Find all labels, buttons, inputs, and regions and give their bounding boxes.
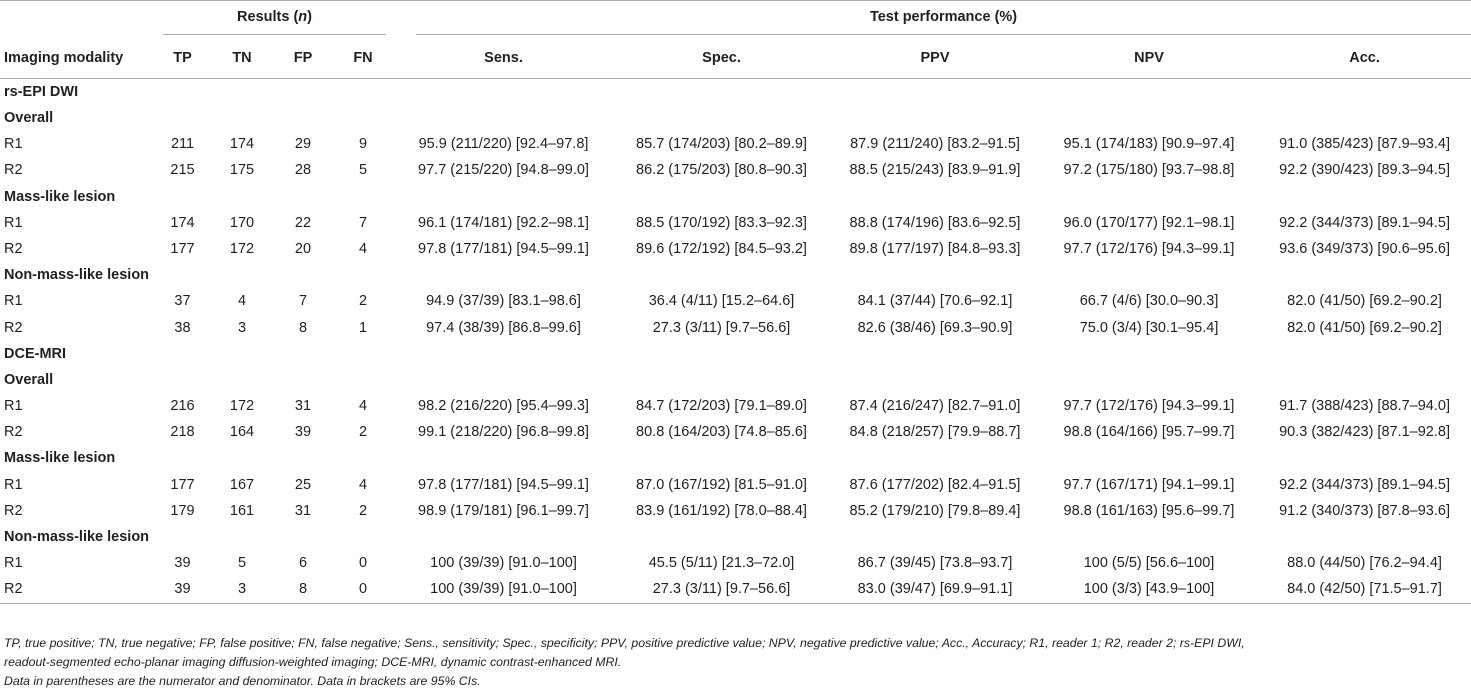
value-cell: 93.6 (349/373) [90.6–95.6] (1279, 241, 1450, 258)
value-cell: 96.1 (174/181) [92.2–98.1] (418, 214, 589, 231)
value-cell: 84.7 (172/203) [79.1–89.0] (636, 397, 807, 414)
column-header-acc: Acc. (1258, 39, 1471, 79)
value-cell: 80.8 (164/203) [74.8–85.6] (636, 424, 807, 441)
value-cell: 88.0 (44/50) [76.2–94.4] (1287, 555, 1442, 572)
value-cell: 28 (294, 162, 312, 179)
value-cell: 31 (294, 502, 312, 519)
value-cell: 87.0 (167/192) [81.5–91.0] (636, 476, 807, 493)
column-header-tp: TP (155, 39, 210, 79)
subgroup-row (0, 524, 1471, 550)
value-cell: 4 (358, 476, 368, 493)
value-cell: 100 (39/39) [91.0–100] (394, 576, 613, 603)
value-cell: 92.2 (344/373) [89.1–94.5] (1279, 214, 1450, 231)
table-footnotes (4, 634, 1464, 691)
subgroup-title: Mass-like lesion (4, 188, 116, 205)
reader-cell: R1 (4, 214, 23, 231)
value-cell: 91.2 (340/373) [87.8–93.6] (1279, 502, 1450, 519)
value-cell: 98.9 (179/181) [96.1–99.7] (418, 502, 589, 519)
value-cell: 97.8 (177/181) [94.5–99.1] (418, 241, 589, 258)
column-header-fn: FN (332, 39, 394, 79)
value-cell: 4 (358, 241, 368, 258)
column-header-modality: Imaging modality (0, 39, 155, 79)
value-cell: 22 (294, 214, 312, 231)
results-group-label (163, 9, 386, 35)
column-header-row (0, 39, 1471, 79)
value-cell: 87.9 (211/240) [83.2–91.5] (850, 136, 1020, 153)
value-cell: 179 (170, 502, 195, 519)
performance-group-header (394, 1, 1471, 39)
value-cell: 177 (170, 476, 195, 493)
value-cell: 6 (298, 555, 308, 572)
value-cell: 97.7 (167/171) [94.1–99.1] (1063, 476, 1235, 493)
value-cell: 98.2 (216/220) [95.4–99.3] (418, 397, 589, 414)
value-cell: 5 (358, 162, 368, 179)
value-cell: 174 (170, 214, 195, 231)
subgroup-row (0, 105, 1471, 131)
value-cell: 29 (294, 136, 312, 153)
value-cell: 97.7 (172/176) [94.3–99.1] (1063, 397, 1235, 414)
value-cell: 88.8 (174/196) [83.6–92.5] (849, 214, 1021, 231)
subgroup-title: Non-mass-like lesion (4, 267, 150, 284)
value-cell: 95.9 (211/220) [92.4–97.8] (418, 136, 589, 153)
reader-cell: R1 (4, 293, 23, 310)
performance-group-label (416, 9, 1471, 35)
value-cell: 8 (274, 576, 332, 603)
value-cell: 100 (39/39) [91.0–100] (430, 555, 577, 572)
value-cell: 87.4 (216/247) [82.7–91.0] (849, 397, 1021, 414)
value-cell: 99.1 (218/220) [96.8–99.8] (418, 424, 589, 441)
column-header-sens: Sens. (394, 39, 613, 79)
value-cell: 161 (229, 502, 255, 519)
value-cell: 97.7 (215/220) [94.8–99.0] (418, 162, 589, 179)
value-cell: 172 (229, 241, 255, 258)
value-cell: 84.1 (37/44) [70.6–92.1] (857, 293, 1013, 310)
value-cell: 8 (298, 319, 308, 336)
column-header-ppv: PPV (830, 39, 1040, 79)
value-cell: 39 (155, 576, 210, 603)
table-row (0, 419, 1471, 445)
value-cell: 164 (229, 424, 255, 441)
subgroup-title: Overall (4, 110, 54, 126)
value-cell: 85.2 (179/210) [79.8–89.4] (849, 502, 1021, 519)
value-cell: 66.7 (4/6) [30.0–90.3] (1079, 293, 1219, 310)
subgroup-title: Non-mass-like lesion (4, 528, 150, 545)
value-cell: 218 (170, 424, 195, 441)
reader-cell: R2 (4, 424, 23, 441)
value-cell: 45.5 (5/11) [21.3–72.0] (648, 555, 795, 572)
reader-cell: R2 (4, 502, 23, 519)
value-cell: 97.2 (175/180) [93.7–98.8] (1063, 162, 1235, 179)
value-cell: 87.6 (177/202) [82.4–91.5] (849, 476, 1021, 493)
value-cell: 215 (170, 162, 195, 179)
value-cell: 9 (358, 136, 368, 153)
value-cell: 2 (358, 424, 368, 441)
value-cell: 7 (298, 293, 308, 310)
value-cell: 82.0 (41/50) [69.2–90.2] (1287, 293, 1442, 310)
footnote-abbreviations-2: readout-segmented echo-planar imaging diffusion-weighted imaging; DCE-MRI, dynamic contrast-enhanced MRI. (4, 655, 622, 669)
value-cell: 88.5 (215/243) [83.9–91.9] (849, 162, 1021, 179)
column-header-fp: FP (274, 39, 332, 79)
reader-cell: R1 (4, 136, 23, 153)
value-cell: 39 (294, 424, 312, 441)
value-cell: 91.0 (385/423) [87.9–93.4] (1279, 136, 1450, 153)
table-row (0, 314, 1471, 340)
table-row (0, 236, 1471, 262)
value-cell: 96.0 (170/177) [92.1–98.1] (1063, 214, 1235, 231)
value-cell: 100 (3/3) [43.9–100] (1040, 576, 1258, 603)
value-cell: 216 (170, 397, 195, 414)
value-cell: 100 (5/5) [56.6–100] (1083, 555, 1215, 572)
subgroup-row (0, 445, 1471, 471)
value-cell: 175 (229, 162, 255, 179)
table-row (0, 210, 1471, 236)
reader-cell: R2 (4, 319, 23, 336)
value-cell: 37 (174, 293, 191, 310)
table-row (0, 131, 1471, 157)
value-cell: 25 (294, 476, 312, 493)
value-cell: 0 (332, 576, 394, 603)
value-cell: 85.7 (174/203) [80.2–89.9] (636, 136, 807, 153)
performance-group-text: Test performance (%) (869, 8, 1018, 25)
column-header-tn: TN (210, 39, 274, 79)
value-cell: 2 (358, 293, 368, 310)
value-cell: 83.9 (161/192) [78.0–88.4] (636, 502, 807, 519)
table-row (0, 157, 1471, 183)
results-group-text: Results (n) (237, 8, 312, 25)
value-cell: 90.3 (382/423) [87.1–92.8] (1279, 424, 1450, 441)
empty-corner-cell (0, 1, 155, 39)
value-cell: 84.8 (218/257) [79.9–88.7] (849, 424, 1021, 441)
reader-cell: R2 (4, 241, 23, 258)
value-cell: 89.6 (172/192) [84.5–93.2] (636, 241, 807, 258)
value-cell: 38 (174, 319, 191, 336)
reader-cell: R1 (4, 397, 23, 414)
value-cell: 92.2 (390/423) [89.3–94.5] (1279, 162, 1450, 179)
value-cell: 3 (237, 319, 247, 336)
value-cell: 94.9 (37/39) [83.1–98.6] (426, 293, 581, 310)
value-cell: 31 (294, 397, 312, 414)
value-cell: 1 (358, 319, 368, 336)
footnote-abbreviations-1: TP, true positive; TN, true negative; FP, false positive; FN, false negative; Sens., sensitivity; Spec., specificity; PPV, positive predictive value; NPV, negative predictive value; Acc., Accuracy; R1, reader 1; R2, reader 2; rs-EPI DWI, (4, 636, 1245, 650)
section-title: rs-EPI DWI (4, 84, 79, 100)
value-cell: 97.8 (177/181) [94.5–99.1] (418, 476, 589, 493)
value-cell: 3 (210, 576, 274, 603)
value-cell: 2 (358, 502, 368, 519)
value-cell: 84.0 (42/50) [71.5–91.7] (1258, 576, 1471, 603)
value-cell: 27.3 (3/11) [9.7–56.6] (652, 319, 791, 336)
value-cell: 98.8 (161/163) [95.6–99.7] (1063, 502, 1235, 519)
column-header-npv: NPV (1040, 39, 1258, 79)
value-cell: 95.1 (174/183) [90.9–97.4] (1063, 136, 1235, 153)
value-cell: 170 (229, 214, 255, 231)
value-cell: 4 (358, 397, 368, 414)
subgroup-row (0, 262, 1471, 288)
table-row (0, 471, 1471, 497)
section-row (0, 341, 1471, 367)
value-cell: 172 (229, 397, 255, 414)
value-cell: 20 (294, 241, 312, 258)
value-cell: 5 (237, 555, 247, 572)
value-cell: 4 (237, 293, 247, 310)
value-cell: 36.4 (4/11) [15.2–64.6] (648, 293, 795, 310)
value-cell: 97.4 (38/39) [86.8–99.6] (426, 319, 581, 336)
value-cell: 86.2 (175/203) [80.8–90.3] (636, 162, 807, 179)
reader-cell: R2 (0, 576, 155, 603)
value-cell: 174 (229, 136, 255, 153)
value-cell: 91.7 (388/423) [88.7–94.0] (1279, 397, 1450, 414)
value-cell: 39 (174, 555, 191, 572)
value-cell: 89.8 (177/197) [84.8–93.3] (849, 241, 1021, 258)
table-row (0, 393, 1471, 419)
reader-cell: R2 (4, 162, 23, 179)
value-cell: 97.7 (172/176) [94.3–99.1] (1063, 241, 1235, 258)
table-body (0, 79, 1471, 604)
reader-cell: R1 (4, 476, 23, 493)
table-row (0, 550, 1471, 576)
value-cell: 83.0 (39/47) [69.9–91.1] (830, 576, 1040, 603)
table-header (0, 1, 1471, 79)
subgroup-row (0, 367, 1471, 393)
subgroup-title: Overall (4, 371, 54, 388)
value-cell: 92.2 (344/373) [89.1–94.5] (1279, 476, 1450, 493)
value-cell: 0 (358, 555, 368, 572)
results-group-header (155, 1, 394, 39)
group-header-row (0, 1, 1471, 39)
value-cell: 7 (358, 214, 368, 231)
value-cell: 86.7 (39/45) [73.8–93.7] (857, 555, 1013, 572)
section-row (0, 79, 1471, 106)
footnote-data-note: Data in parentheses are the numerator and denominator. Data in brackets are 95% CIs. (4, 674, 481, 688)
value-cell: 82.6 (38/46) [69.3–90.9] (857, 319, 1013, 336)
subgroup-row (0, 184, 1471, 210)
section-title: DCE-MRI (4, 345, 67, 362)
table-row (0, 576, 1471, 603)
table-row (0, 498, 1471, 524)
value-cell: 75.0 (3/4) [30.1–95.4] (1079, 319, 1219, 336)
value-cell: 88.5 (170/192) [83.3–92.3] (636, 214, 807, 231)
value-cell: 27.3 (3/11) [9.7–56.6] (613, 576, 830, 603)
value-cell: 167 (229, 476, 255, 493)
column-header-spec: Spec. (613, 39, 830, 79)
reader-cell: R1 (4, 555, 23, 572)
value-cell: 177 (170, 241, 195, 258)
table-row (0, 288, 1471, 314)
value-cell: 211 (170, 136, 195, 153)
value-cell: 98.8 (164/166) [95.7–99.7] (1063, 424, 1235, 441)
subgroup-title: Mass-like lesion (4, 450, 116, 467)
value-cell: 82.0 (41/50) [69.2–90.2] (1287, 319, 1442, 336)
